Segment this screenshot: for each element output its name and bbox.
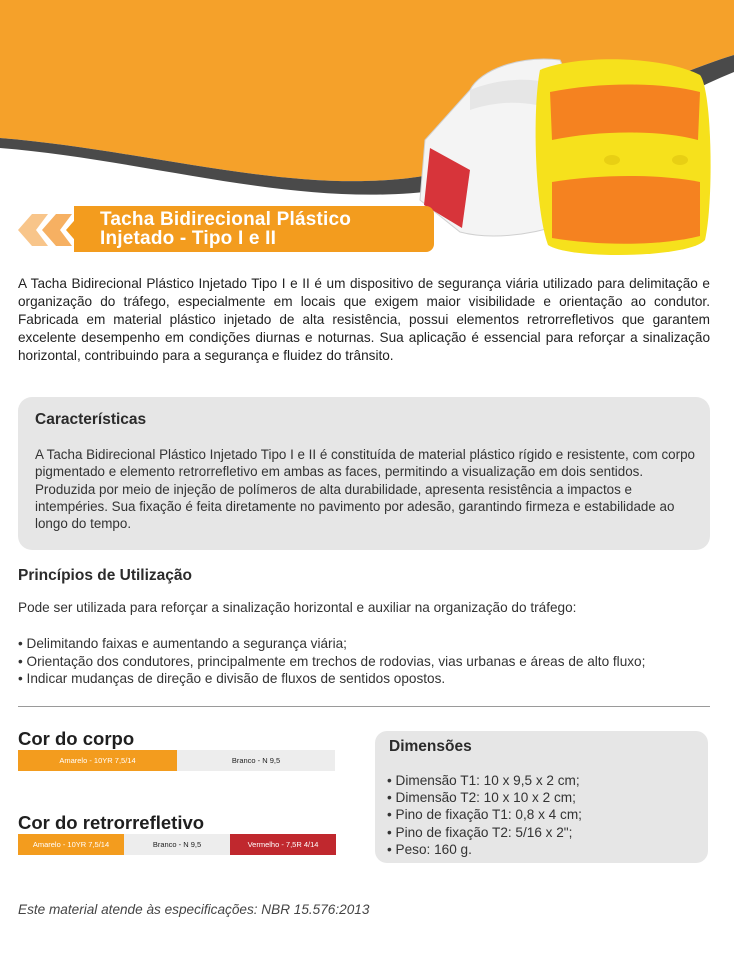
dimensoes-list [387,772,582,858]
principios-list [18,635,718,688]
list-item: • Orientação dos condutores, principalmente em trechos de rodovias, vias urbanas e áreas de alto fluxo; [18,653,646,669]
product-yellow-tacha [536,59,711,255]
swatch-amarelo: Amarelo - 10YR 7,5/14 [18,750,177,771]
swatch-vermelho: Vermelho - 7,5R 4/14 [230,834,336,855]
principios-intro: Pode ser utilizada para reforçar a sinalização horizontal e auxiliar na organização do tráfego: [18,600,577,615]
principios-title: Princípios de Utilização [18,567,192,584]
page-title [100,210,351,248]
dimensoes-title: Dimensões [389,738,472,755]
list-item: • Delimitando faixas e aumentando a segurança viária; [18,636,347,651]
list-item: • Dimensão T1: 10 x 9,5 x 2 cm; [387,773,580,788]
swatch-branco: Branco - N 9,5 [124,834,230,855]
list-item: • Indicar mudanças de direção e divisão de fluxos de sentidos opostos. [18,671,446,686]
page-title-line-1: Tacha Bidirecional Plástico [100,209,352,230]
swatch-amarelo: Amarelo - 10YR 7,5/14 [18,834,124,855]
caracteristicas-title: Características [35,411,147,428]
list-item: • Pino de fixação T1: 0,8 x 4 cm; [387,807,582,823]
caracteristicas-body: A Tacha Bidirecional Plástico Injetado Tipo I e II é constituída de material plástico rígido e resistente, com corpo pigmentado e elemento retrorrefletivo em ambas as faces, permitindo a visualização em dois sentidos. Produzida por meio de injeção de polímeros de alta durabilidade, apresenta resistência a impactos e intempéries. Sua fixação é feita diretamente no pavimento por adesão, garantindo firmeza e estabilidade ao longo do tempo. [35,447,695,532]
caracteristicas-card [18,397,710,550]
cor-corpo-title: Cor do corpo [18,728,135,749]
dimensoes-card [375,731,708,863]
list-item: • Peso: 160 g. [387,841,472,857]
section-divider [18,706,710,707]
page-title-line-2: Injetado - Tipo I e II [100,228,277,249]
page-title-block [18,206,418,252]
cor-retro-title: Cor do retrorrefletivo [18,812,205,833]
list-item: • Pino de fixação T2: 5/16 x 2"; [387,824,573,840]
norma-footer: Este material atende às especificações: NBR 15.576:2013 [18,902,370,917]
intro-paragraph: A Tacha Bidirecional Plástico Injetado Tipo I e II é um dispositivo de segurança viária utilizado para delimitação e organização do tráfego, especialmente em locais que exigem maior visibilidade e orientação ao condutor. Fabricada em material plástico injetado de alta resistência, possui elementos retrorrefletivos que garantem excelente desempenho em condições diurnas e noturnas. Sua aplicação é essencial para reforçar a sinalização horizontal, contribuindo para a segurança e fluidez do trânsito. [18,276,710,363]
list-item: • Dimensão T2: 10 x 10 x 2 cm; [387,790,576,806]
swatch-branco: Branco - N 9,5 [177,750,335,771]
